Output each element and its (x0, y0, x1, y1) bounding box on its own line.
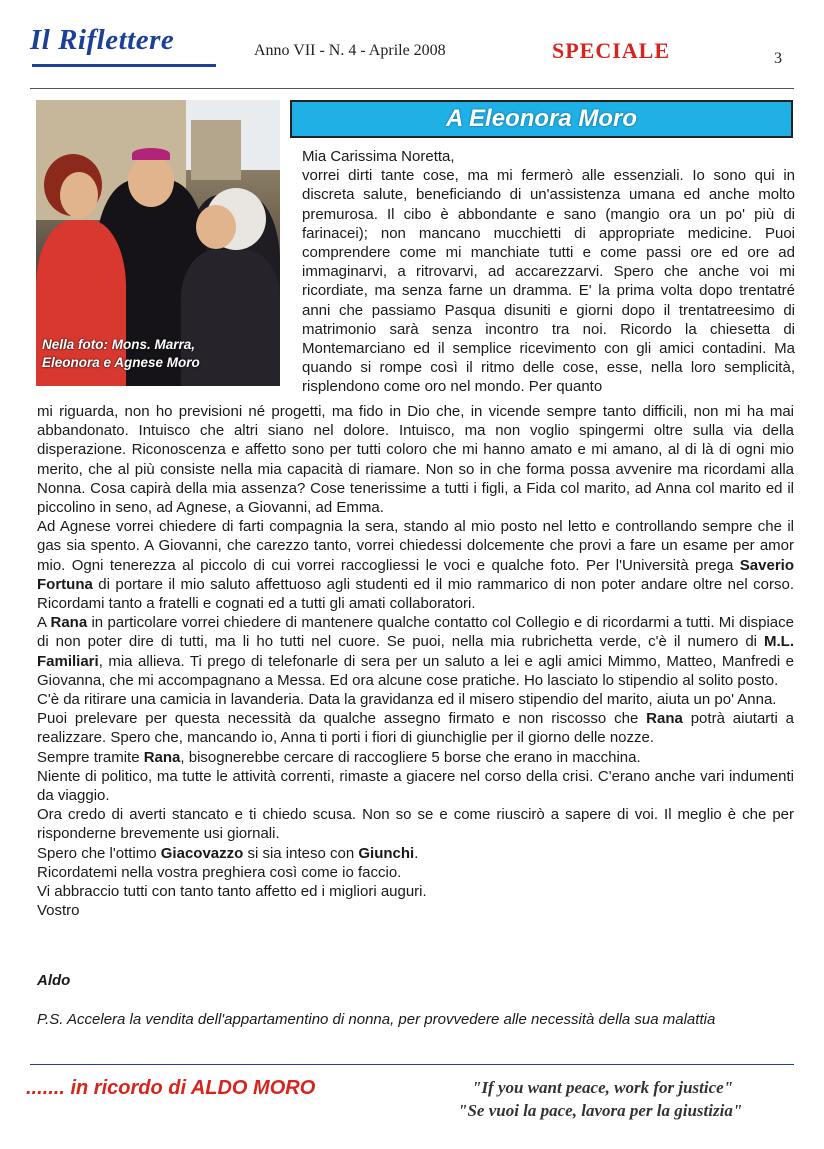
photo-elder-face (196, 205, 236, 249)
photo-caption-line2: Eleonora e Agnese Moro (42, 355, 200, 370)
paragraph: Ricordatemi nella vostra preghiera così come io faccio. (37, 863, 402, 881)
closing: Vostro (37, 902, 80, 920)
paragraph (37, 517, 794, 613)
postscript: P.S. Accelera la vendita dell'appartamentino di nonna, per provvedere alle necessità della sua malattia (37, 1011, 716, 1028)
photo-bishop-head (128, 155, 174, 207)
newspaper-logo: Il Riflettere (30, 24, 175, 56)
paragraph (37, 748, 794, 767)
person-name: Giacovazzo (160, 844, 244, 862)
person-name: Rana (50, 614, 88, 632)
page-number: 3 (774, 50, 782, 67)
paragraph: mi riguarda, non ho previsioni né progetti, ma fido in Dio che, in vicende sempre tanto difficili, non mi ha mai abbandonato. Intuisco che altri siano nel dolore. Intuisco, ma non voglio spingermi oltre sulla via della disperazione. Riconoscenza e affetto sono per tutti coloro che mi hanno amato e mi amano, al di là di ogni mio merito, che al più consiste nella mia capacità di riamare. Non so in che forma possa avvenire ma ricordami alla Nonna. Cosa capirà della mia assenza? Cose tenerissime a tutti i figli, a Fida col marito, ad Anna col marito ed il piccolino in seno, ad Agnese, a Giovanni, ad Emma. (37, 403, 794, 517)
footer-quote-english: "If you want peace, work for justice" (472, 1078, 734, 1097)
photo-zucchetto (132, 148, 170, 160)
person-name: Giunchi (358, 844, 415, 862)
paragraph (37, 613, 794, 690)
text-run: Spero che l'ottimo (37, 844, 161, 862)
text-run: in particolare vorrei chiedere di mantenere qualche contatto col Collegio e di ricordarmi a tutti. Mi dispiace di non poter dire di tutti, ma li ho tutti nel cuore. Se puoi, nella mia rubrichetta verde, c'è il numero di (37, 614, 794, 651)
person-name: M.L. Familiari (37, 633, 794, 670)
person-name: Rana (143, 748, 181, 766)
paragraph: Niente di politico, ma tutte le attività correnti, rimaste a giacere nel corso della crisi. C'erano anche vari indumenti da viaggio. (37, 767, 794, 805)
article-column-text (302, 147, 795, 397)
photo-caption-line1: Nella foto: Mons. Marra, (42, 337, 196, 352)
paragraph: C'è da ritirare una camicia in lavanderia. Data la gravidanza ed il misero stipendio del marito, aiuta un po' Anna. (37, 691, 777, 709)
greeting: Mia Carissima Noretta, (302, 148, 455, 165)
text-run: A (37, 614, 51, 632)
text-run: Sempre tramite (37, 748, 144, 766)
text-run: , bisognerebbe cercare di raccogliere 5 borse che erano in macchina. (180, 748, 641, 766)
section-label: SPECIALE (552, 38, 671, 63)
text-run: Ad Agnese vorrei chiedere di farti compagnia la sera, stando al mio posto nel letto e controllando sempre che il gas sia spento. A Giovanni, che carezzo tanto, vorrei chiedessi dolcemente che provi a fare un esame per amor mio. Ogni tenerezza al piccolo di cui vorrei raccogliessi le voci e qualche foto. Per l'Università prega (37, 518, 794, 574)
article-title-banner (290, 100, 793, 138)
photo-caption (42, 336, 200, 372)
text-run: potrà aiutarti a realizzare. Spero che, mancando io, Anna ti porti i fiori di giunchiglie per il giorno delle nozze. (37, 710, 794, 747)
text-run: , mia allieva. Ti prego di telefonarle di sera per un saluto a lei e agli amici Mimmo, Matteo, Manfredi e Giovanna, che mi accompagnano a Messa. Ed ora alcune cose pratiche. Ho lasciato lo stipendio al solito posto. (37, 652, 794, 689)
photo-woman-face (60, 172, 98, 218)
paragraph: Vi abbraccio tutti con tanto tanto affetto ed i migliori auguri. (37, 883, 427, 901)
text-run: Puoi prelevare per questa necessità da qualche assegno firmato e non riscosso che (37, 710, 647, 728)
footer-memorial: ....... in ricordo di ALDO MORO (26, 1077, 316, 1099)
text-run: di portare il mio saluto affettuoso agli studenti ed il mio rammarico di non poter andare oltre nel corso. Ricordami tanto a fratelli e cognati ed a tutti gli amati collaboratori. (37, 575, 794, 613)
paragraph (37, 709, 794, 747)
text-run: si sia inteso con (243, 844, 359, 862)
footer-divider (30, 1064, 794, 1065)
header-divider (30, 88, 794, 89)
article-body (37, 402, 794, 920)
person-name: Saverio Fortuna (37, 556, 794, 593)
text-run: . (414, 844, 419, 862)
article-photo (36, 100, 280, 386)
person-name: Rana (646, 710, 683, 728)
footer-quote-italian: "Se vuoi la pace, lavora per la giustizia" (458, 1101, 743, 1120)
paragraph (37, 844, 794, 863)
logo-underline (32, 64, 216, 67)
photo-building-far (191, 120, 241, 180)
paragraph: Ora credo di averti stancato e ti chiedo scusa. Non so se e come riuscirò a sapere di voi. Il meglio è che per risponderne brevemente usi giornali. (37, 806, 794, 843)
paragraph: vorrei dirti tante cose, ma mi fermerò alle essenziali. Io sono qui in discreta salute, beneficiando di un'assistenza umana ed anche molto premurosa. Il cibo è abbondante e sano (mangio ora un po' più di farinacei); non mancano mucchietti di appropriate medicine. Puoi comprendere come mi manchiate tutti e come passi ore ed ore ad immaginarvi, a ritrovarvi, ad accarezzarvi. Spero che anche voi mi ricordiate, ma senza farne un dramma. E' la prima volta dopo trentatré anni che passiamo Pasqua disuniti e giorni dopo il trentatreesimo di matrimonio sarà senza incontro tra noi. Ricordo la chiesetta di Montemarciano ed il semplice ricevimento con gli amici contadini. Ma quando si rompe così il ritmo delle cose, esse, nella loro semplicità, risplendono come oro nel mondo. Per quanto (302, 167, 795, 396)
issue-info: Anno VII - N. 4 - Aprile 2008 (254, 42, 446, 59)
signature: Aldo (37, 972, 71, 989)
article-title: A Eleonora Moro (445, 105, 638, 132)
